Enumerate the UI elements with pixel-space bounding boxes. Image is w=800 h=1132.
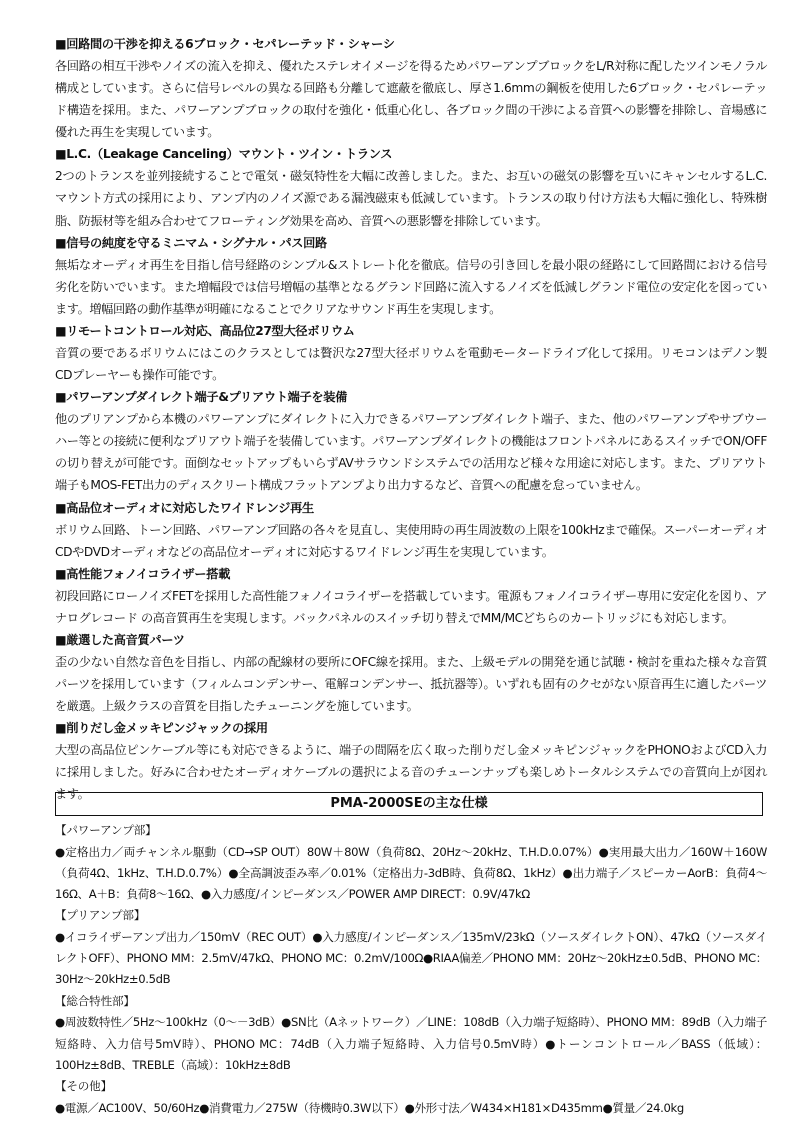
feature-heading: ■L.C.（Leakage Canceling）マウント・ツイン・トランス	[55, 147, 393, 162]
spec-section-body: ●電源／AC100V、50/60Hz●消費電力／275W（待機時0.3W以下）●外形寸法／W434×H181×D435mm●質量／24.0kg	[55, 1100, 684, 1115]
spec-list	[55, 820, 767, 1119]
spec-section	[55, 905, 767, 990]
feature-item	[55, 563, 767, 629]
feature-heading: ■高性能フォノイコライザー搭載	[55, 566, 231, 581]
feature-description: 無垢なオーディオ再生を目指し信号経路のシンプル&ストレート化を徹底。信号の引き回しを最小限の経路にして回路間における信号劣化を防いでいます。また増幅段では信号増幅の基準となるグランド回路に流入するノイズを低減しグランド電位の安定化を図っています。増幅回路の動作基準が明確になることでクリアなサウンド再生を実現します。	[55, 257, 767, 316]
spec-section-heading: 【パワーアンプ部】	[55, 823, 157, 837]
feature-item	[55, 629, 767, 717]
feature-description: 音質の要であるボリウムにはこのクラスとしては贅沢な27型大径ボリウムを電動モータードライブ化して採用。リモコンはデノン製CDプレーヤーも操作可能です。	[55, 345, 767, 383]
spec-section-body: ●定格出力／両チャンネル駆動（CD→SP OUT）80W＋80W（負荷8Ω、20Hz～20kHz、T.H.D.0.07%）●実用最大出力／160W＋160W（負荷4Ω、1kHz、T.H.D.0.7%）●全高調波歪み率／0.01%（定格出力-3dB時、負荷8Ω、1kHz）●出力端子／スピーカーAorB：負荷4～16Ω、A＋B：負荷8～16Ω、●入力感度/インピーダンス／POWER AMP DIRECT：0.9V/47kΩ	[55, 844, 767, 902]
spec-section	[55, 820, 767, 905]
feature-heading: ■厳選した高音質パーツ	[55, 632, 185, 647]
feature-item	[55, 320, 767, 386]
feature-list	[55, 33, 767, 805]
feature-description: 2つのトランスを並列接続することで電気・磁気特性を大幅に改善しました。また、お互いの磁気の影響を互いにキャンセルするL.C.マウント方式の採用により、アンプ内のノイズ源である漏洩磁束も低減しています。トランスの取り付け方法も大幅に強化し、特殊樹脂、防振材等を組み合わせてフローティング効果を高め、音質への悪影響を排除しています。	[55, 169, 767, 228]
feature-description: 各回路の相互干渉やノイズの流入を抑え、優れたステレオイメージを得るためパワーアンプブロックをL/R対称に配したツインモノラル構成としています。さらに信号レベルの異なる回路も分離して遮蔽を徹底し、厚さ1.6mmの鋼板を使用した6ブロック・セパレーテッド構造を採用。また、パワーアンプブロックの取付を強化・低重心化し、各ブロック間の干渉による音質への影響を排除し、音場感に優れた再生を実現しています。	[55, 59, 767, 140]
feature-heading: ■リモートコントロール対応、高品位27型大径ボリウム	[55, 323, 355, 338]
feature-description: 歪の少ない自然な音色を目指し、内部の配線材の要所にOFC線を採用。また、上級モデルの開発を通じ試聴・検討を重ねた様々な音質パーツを採用しています（フィルムコンデンサー、電解コンデンサー、抵抗器等）。いずれも固有のクセがない原音再生に適したパーツを厳選。上級クラスの音質を目指したチューニングを施しています。	[55, 654, 767, 714]
feature-item	[55, 232, 767, 320]
spec-title: PMA-2000SEの主な仕様	[55, 792, 763, 816]
feature-description: ボリウム回路、トーン回路、パワーアンプ回路の各々を見直し、実使用時の再生周波数の上限を100kHzまで確保。スーパーオーディオCDやDVDオーディオなどの高品位オーディオに対応するワイドレンジ再生を実現しています。	[55, 522, 767, 559]
spec-section	[55, 1076, 767, 1119]
feature-description: 他のプリアンプから本機のパワーアンプにダイレクトに入力できるパワーアンプダイレクト端子、また、他のパワーアンプやサブウーハー等との接続に便利なプリアウト端子を装備しています。パワーアンプダイレクトの機能はフロントパネルにあるスイッチでON/OFFの切り替えが可能です。面倒なセットアップもいらずAVサラウンドシステムでの活用など様々な用途に対応します。また、プリアウト端子もMOS-FET出力のディスクリート構成フラットアンプより出力するなど、音質への配慮を怠っていません。	[55, 412, 767, 493]
feature-heading: ■高品位オーディオに対応したワイドレンジ再生	[55, 500, 314, 515]
spec-section-body: ●周波数特性／5Hz～100kHz（0～－3dB）●SN比（Aネットワーク）／LINE：108dB（入力端子短絡時）、PHONO MM：89dB（入力端子短絡時、入力信号5mV時）、PHONO MC：74dB（入力端子短絡時、入力信号0.5mV時）●トーンコントロール／BASS（低域）：100Hz±8dB、TREBLE（高域）：10kHz±8dB	[55, 1015, 767, 1072]
feature-description: 大型の高品位ピンケーブル等にも対応できるように、端子の間隔を広く取った削りだし金メッキピンジャックをPHONOおよびCD入力に採用しました。好みに合わせたオーディオケーブルの選択による音のチューンナップも楽しめトータルシステムでの音質向上が図れます。	[55, 743, 767, 802]
spec-section	[55, 991, 767, 1076]
feature-item	[55, 143, 767, 231]
feature-heading: ■削りだし金メッキピンジャックの採用	[55, 721, 268, 736]
feature-item	[55, 386, 767, 496]
feature-heading: ■パワーアンプダイレクト端子&プリアウト端子を装備	[55, 390, 348, 405]
spec-section-heading: 【プリアンプ部】	[55, 908, 146, 923]
feature-description: 初段回路にローノイズFETを採用した高性能フォノイコライザーを搭載しています。電源もフォノイコライザー専用に安定化を図り、アナログレコード の高音質再生を実現します。バックパネルのスイッチ切り替えでMM/MCどちらのカートリッジにも対応します。	[55, 588, 767, 625]
spec-section-heading: 【その他】	[55, 1079, 112, 1094]
feature-heading: ■信号の純度を守るミニマム・シグナル・パス回路	[55, 235, 327, 250]
spec-section-body: ●イコライザーアンプ出力／150mV（REC OUT）●入力感度/インピーダンス／135mV/23kΩ（ソースダイレクトON）、47kΩ（ソースダイレクトOFF）、PHONO MM：2.5mV/47kΩ、PHONO MC：0.2mV/100Ω●RIAA偏差／PHONO MM：20Hz～20kHz±0.5dB、PHONO MC：30Hz～20kHz±0.5dB	[55, 929, 768, 987]
feature-heading: ■回路間の干渉を抑える6ブロック・セパレーテッド・シャーシ	[55, 37, 395, 51]
spec-section-heading: 【総合特性部】	[55, 993, 135, 1008]
feature-item	[55, 497, 767, 563]
feature-item	[55, 33, 767, 143]
